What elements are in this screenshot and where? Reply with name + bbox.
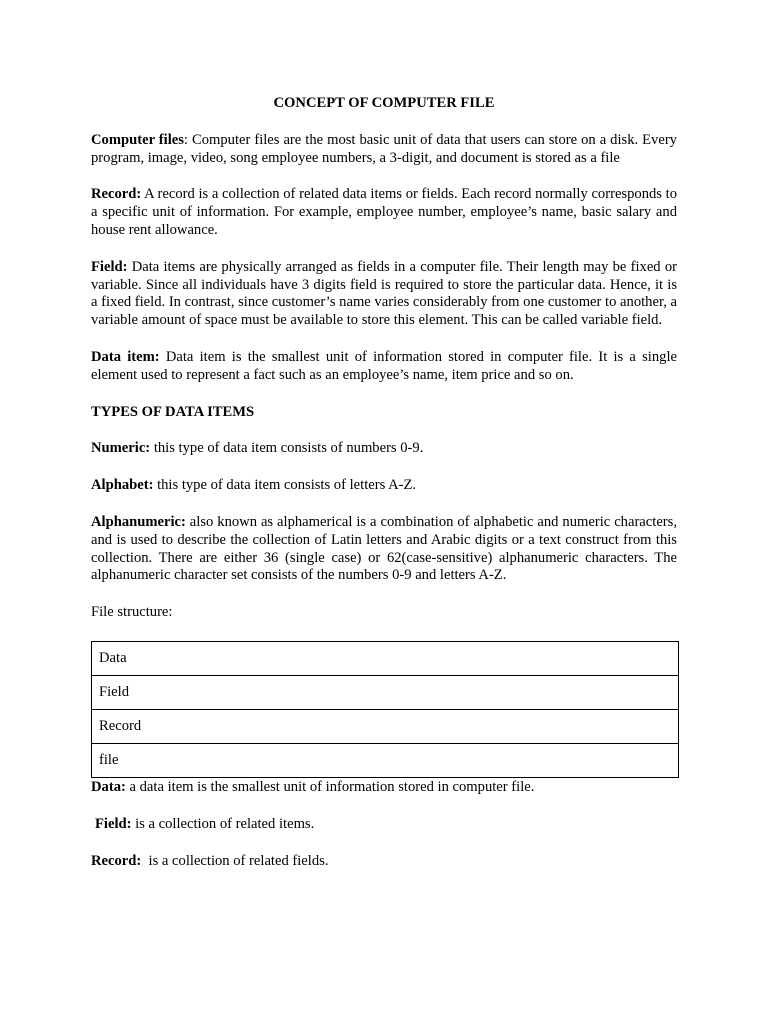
text-data: a data item is the smallest unit of information stored in computer file. — [125, 778, 535, 795]
table-cell: file — [92, 743, 679, 777]
paragraph-numeric — [91, 440, 677, 458]
file-structure-table — [91, 641, 679, 778]
document-body — [91, 95, 677, 889]
text-alphanumeric: also known as alphamerical is a combination of alphabetic and numeric characters, and is used to describe the collection of Latin letters and Arabic digits or a text construct from this collection. There are either 36 (single case) or 62(case-sensitive) alphanumeric characters. The alphanumeric character set consists of the numbers 0-9 and letters A-Z. — [91, 513, 677, 584]
paragraph-field — [91, 259, 677, 330]
text-def-record: is a collection of related fields. — [141, 852, 329, 869]
text-numeric: this type of data item consists of numbers 0-9. — [150, 440, 424, 457]
text-alphabet: this type of data item consists of letters A-Z. — [153, 477, 417, 494]
definition-data — [91, 779, 677, 797]
term-def-record: Record: — [91, 852, 142, 869]
paragraph-record — [91, 186, 677, 239]
paragraph-alphabet — [91, 477, 677, 495]
table-cell: Data — [92, 641, 679, 675]
paragraph-computer-files — [91, 132, 677, 168]
term-data-item: Data item: — [91, 348, 160, 365]
term-def-field: Field: — [95, 815, 132, 832]
text-data-item: Data item is the smallest unit of information stored in computer file. It is a single element used to represent a fact such as an employee’s name, item price and so on. — [91, 348, 677, 383]
table-cell: Field — [92, 675, 679, 709]
text-field: Data items are physically arranged as fields in a computer file. Their length may be fixed or variable. Since all individuals have 3 digits field is required to store the particular data. Hence, it is a fixed field. In contrast, since customer’s name varies considerably from one customer to another, a variable amount of space must be available to store this element. This can be called variable field. — [91, 258, 677, 329]
types-heading: TYPES OF DATA ITEMS — [91, 403, 255, 420]
paragraph-alphanumeric — [91, 514, 677, 585]
table-row — [92, 675, 679, 709]
text-record: A record is a collection of related data items or fields. Each record normally corresponds to a specific unit of information. For example, employee number, employee’s name, basic salary and house rent allowance. — [91, 186, 677, 238]
table-cell: Record — [92, 709, 679, 743]
paragraph-data-item — [91, 349, 677, 385]
document-title: CONCEPT OF COMPUTER FILE — [273, 95, 495, 111]
term-alphabet: Alphabet: — [91, 477, 154, 494]
term-data: Data: — [91, 778, 126, 795]
table-row — [92, 641, 679, 675]
term-record: Record: — [91, 186, 142, 203]
table-row — [92, 743, 679, 777]
term-alphanumeric: Alphanumeric: — [91, 513, 186, 530]
definition-record — [91, 853, 677, 871]
file-structure-label: File structure: — [91, 604, 173, 621]
definition-field — [91, 816, 677, 834]
term-separator: : — [183, 131, 188, 148]
text-computer-files: Computer files are the most basic unit of data that users can store on a disk. Every program, image, video, song employee numbers, a 3-digit, and document is stored as a file — [91, 131, 677, 166]
term-numeric: Numeric: — [91, 440, 151, 457]
term-field: Field: — [91, 258, 128, 275]
table-row — [92, 709, 679, 743]
text-def-field: is a collection of related items. — [131, 815, 315, 832]
term-computer-files: Computer files — [91, 131, 184, 148]
